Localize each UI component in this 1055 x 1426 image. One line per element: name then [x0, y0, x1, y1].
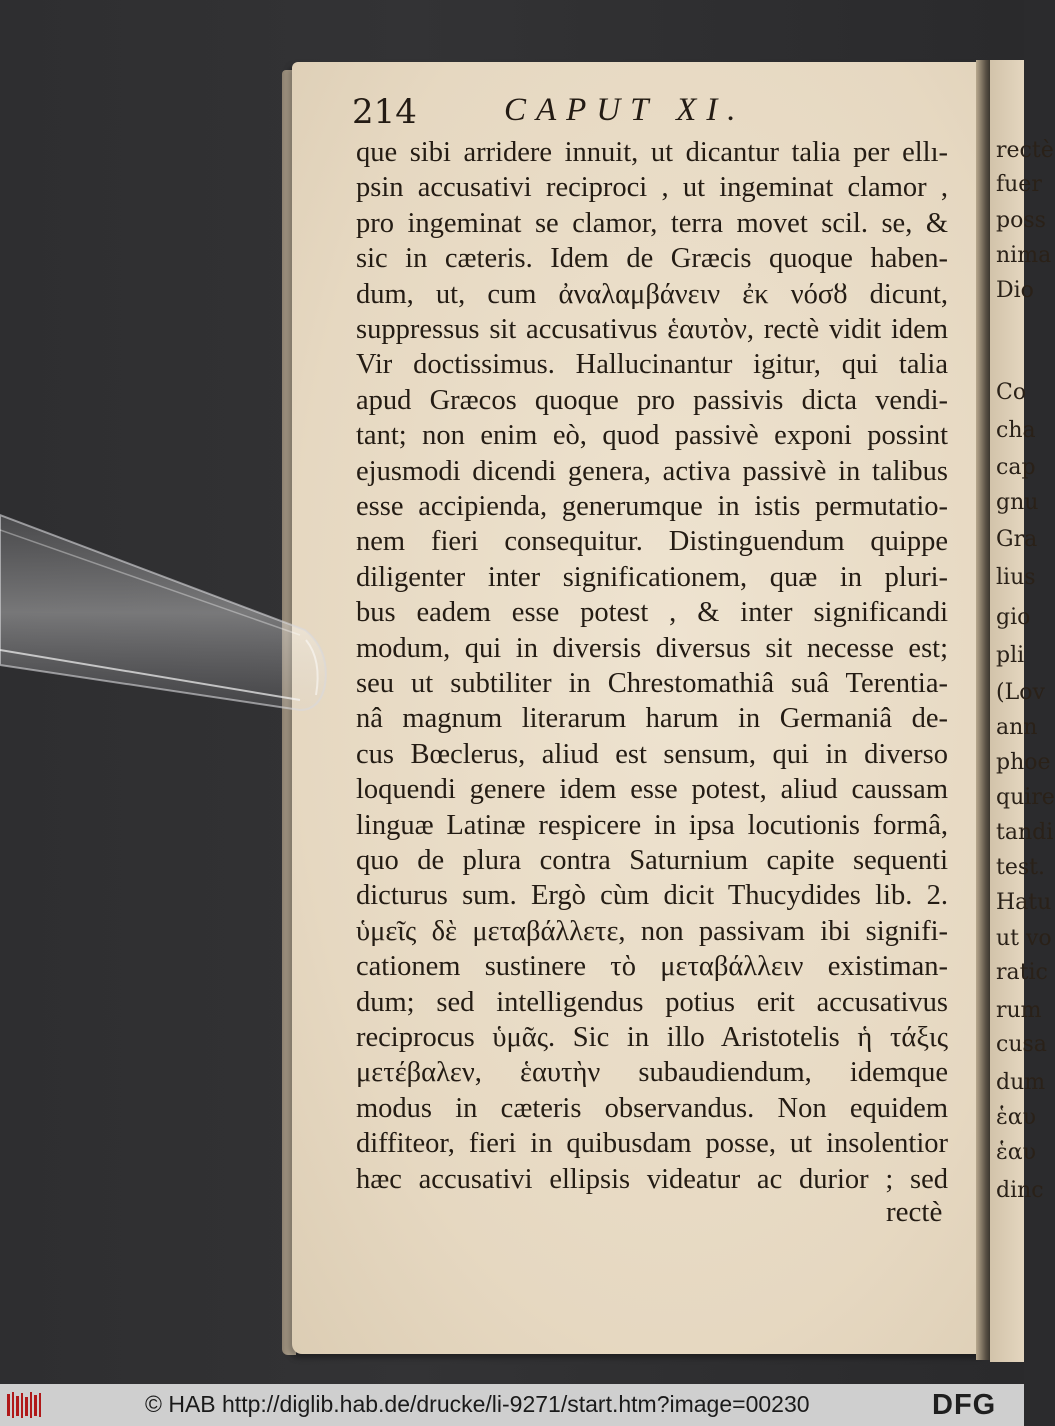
facing-page-fragment: ἑαυ [996, 1105, 1037, 1130]
facing-page-fragment: cap [996, 455, 1036, 480]
facing-page-fragment: gnu [996, 490, 1039, 515]
text-line: nâ magnum literarum harum in Germaniâ de- [356, 703, 948, 735]
text-line: cus Bœclerus, aliud est sensum, qui in diverso [356, 738, 948, 770]
facing-page-fragment: ἑαυ [996, 1140, 1037, 1165]
text-line: μετέβαλεν, ἑαυτὴν subaudiendum, idemque [356, 1057, 948, 1089]
facing-page-fragment: fuer [996, 172, 1042, 197]
facing-page-fragment: gio [996, 605, 1031, 630]
text-line: apud Græcos quoque pro passivis dicta vendi- [356, 384, 948, 416]
facing-page-fragment: test. [996, 855, 1045, 880]
text-line: tant; non enim eò, quod passivè exponi possint [356, 420, 948, 452]
text-line: nem fieri consequitur. Distinguendum quippe [356, 526, 948, 558]
hab-barcode-logo-icon [6, 1390, 46, 1420]
facing-page-fragment: Dio [996, 278, 1034, 303]
text-line: hæc accusativi ellipsis videatur ac durior ; sed [356, 1163, 948, 1195]
footer-bar [0, 1384, 1024, 1426]
text-line: linguæ Latinæ respicere in ipsa locutionis formâ, [356, 809, 948, 841]
facing-page-fragment: phoe [996, 750, 1051, 775]
text-line: suppressus sit accusativus ἑαυτὸν, rectè vidit idem [356, 314, 948, 345]
dfg-logo: DFG [932, 1389, 997, 1421]
text-line: modum, qui in diversis diversus sit necesse est; [356, 632, 948, 664]
text-line: cationem sustinere τὸ μεταβάλλειν existiman- [356, 951, 948, 983]
facing-page-strip [990, 60, 1055, 1362]
facing-page-fragment: rectè [996, 138, 1054, 163]
facing-page-fragment: pli [996, 643, 1025, 668]
page-number: 214 [352, 92, 417, 132]
facing-page-fragment: cha [996, 418, 1036, 443]
facing-page-fragment: ut vo [996, 926, 1052, 951]
text-line: esse accipienda, generumque in istis permutatio- [356, 491, 948, 522]
text-line: diligenter inter significationem, quæ in pluri- [356, 561, 948, 593]
facing-page-fragment: ann [996, 715, 1038, 740]
text-line: dum; sed intelligendus potius erit accusativus [356, 986, 948, 1018]
text-line: reciprocus ὑμᾶς. Sic in illo Aristotelis ἡ τάξις [356, 1022, 948, 1053]
facing-page-fragment: cusa [996, 1032, 1047, 1057]
facing-page-fragment: ratic [996, 960, 1048, 985]
facing-page-fragment: quire [996, 785, 1055, 810]
text-line: pro ingeminat se clamor, terra movet scil. se, & [356, 207, 948, 239]
text-line: dum, ut, cum ἀναλαμβάνειν ἐκ νόσȣ dicunt, [356, 278, 948, 310]
text-line: Vir doctissimus. Hallucinantur igitur, qui talia [356, 349, 948, 381]
facing-page-fragment: Hatu [996, 890, 1052, 915]
text-line: diffiteor, fieri in quibusdam posse, ut insolentior [356, 1128, 948, 1160]
facing-page-fragment: tandi [996, 820, 1054, 845]
text-line: modus in cæteris observandus. Non equidem [356, 1092, 948, 1124]
facing-page-fragment: dinc [996, 1178, 1044, 1203]
text-line: ejusmodi dicendi genera, activa passivè in talibus [356, 455, 948, 487]
text-line: psin accusativi reciproci , ut ingeminat clamor , [356, 172, 948, 204]
footer-source-link[interactable]: © HAB http://diglib.hab.de/drucke/li-9271/start.htm?image=00230 [145, 1391, 810, 1417]
facing-page-fragment: (Lov [996, 680, 1045, 705]
text-line: dicturus sum. Ergò cùm dicit Thucydides lib. 2. [356, 880, 948, 912]
facing-page-fragment: nima [996, 243, 1052, 268]
facing-page-fragment: rum [996, 998, 1042, 1023]
facing-page-fragment: poss [996, 208, 1046, 233]
running-head: CAPUT XI. [504, 92, 746, 128]
text-line: bus eadem esse potest , & inter significandi [356, 597, 948, 629]
catchword: rectè [886, 1196, 943, 1228]
facing-page-fragment: lius [996, 565, 1036, 590]
facing-page-fragment: dum [996, 1070, 1046, 1095]
text-line: seu ut subtiliter in Chrestomathiâ suâ Terentia- [356, 668, 948, 699]
text-line: que sibi arridere innuit, ut dicantur talia per ellı- [356, 137, 948, 168]
text-line: quo de plura contra Saturnium capite sequenti [356, 845, 948, 876]
page-header [352, 92, 972, 132]
facing-page-fragment: Co [996, 380, 1027, 405]
glass-spatula [0, 500, 340, 800]
facing-page-fragment: Gra [996, 527, 1038, 552]
text-line: ὑμεῖς δὲ μεταβάλλετε, non passivam ibi signifi- [356, 915, 948, 947]
text-line: sic in cæteris. Idem de Græcis quoque haben- [356, 243, 948, 275]
text-line: loquendi genere idem esse potest, aliud caussam [356, 774, 948, 806]
